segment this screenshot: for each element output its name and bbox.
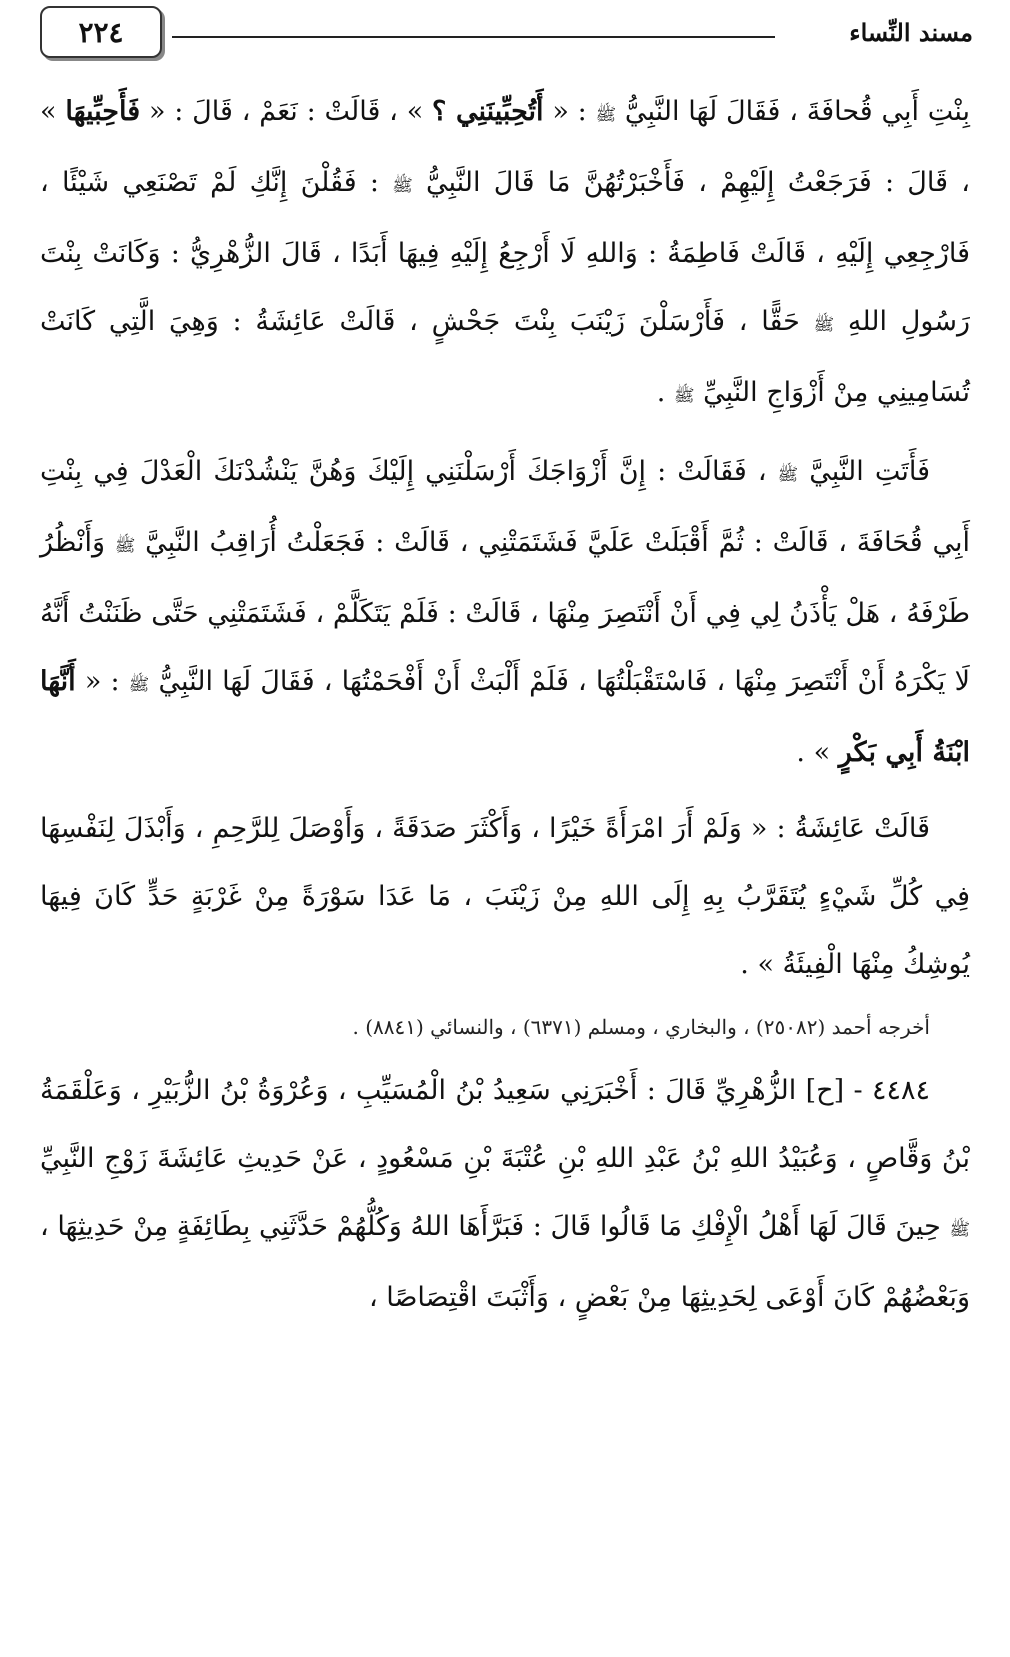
hadith-number: ٤٤٨٤ [871,1075,930,1106]
text-run: » . [796,737,839,768]
text-run: : « [75,666,129,697]
text-run: - [ح] الزُّهْرِيِّ قَالَ : أَخْبَرَنِي سَعِيدُ بْنُ الْمُسَيِّبِ ، وَعُرْوَةُ بْنُ الزُّبَيْرِ ، وَعَلْقَمَةُ بْنُ وَقَّاصٍ ، وَعُبَيْدُ اللهِ بْنُ عَبْدِ اللهِ بْنِ عُتْبَةَ بْنِ مَسْعُودٍ ، عَنْ حَدِيثِ عَائِشَةَ زَوْجِ النَّبِيِّ [40,1075,970,1174]
spacer [40,1047,970,1057]
page-header [40,6,975,58]
text-run: : « [543,96,596,127]
quoted-speech: أَنَّهَا ابْنَةُ أَبِي بَكْرٍ [40,666,970,768]
salla-honorific: ﷺ [114,536,136,556]
paragraph-3 [40,795,970,999]
running-title: مسند النِّساء [849,18,973,47]
header-rule [172,36,775,38]
text-run: حِينَ قَالَ لَهَا أَهْلُ الْإِفْكِ مَا قَالُوا قَالَ : فَبَرَّأَهَا اللهُ وَكُلُّهُمْ حَدَّثَنِي بِطَائِفَةٍ مِنْ حَدِيثِهَا ، وَبَعْضُهُمْ كَانَ أَوْعَى لِحَدِيثِهَا مِنْ بَعْضٍ ، وَأَثْبَتَ اقْتِصَاصًا ، [40,1211,970,1313]
footnote-takhrij: أخرجه أحمد (٢٥٠٨٢) ، والبخاري ، ومسلم (٦٣٧١) ، والنسائي (٨٨٤١) . [352,1015,930,1039]
text-run: وَأَنْظُرُ طَرْفَهُ ، هَلْ يَأْذَنُ لِي فِي أَنْ أَنْتَصِرَ مِنْهَا ، قَالَتْ : فَلَمْ يَتَكَلَّمْ ، فَشَتَمَتْنِي حَتَّى ظَنَنْتُ أَنَّهُ لَا يَكْرَهُ أَنْ أَنْتَصِرَ مِنْهَا ، فَاسْتَقْبَلْتُهَا ، فَلَمْ أَلْبَثْ أَنْ أَفْحَمْتُهَا ، فَقَالَ لَهَا النَّبِيُّ [40,527,970,697]
text-run: » ، قَالَ : فَرَجَعْتُ إِلَيْهِمْ ، فَأَخْبَرْتُهُنَّ مَا قَالَ النَّبِيُّ [40,96,970,198]
salla-honorific: ﷺ [128,675,150,695]
hadith-4484 [40,1057,970,1332]
page-number: ٢٢٤ [40,6,162,58]
salla-honorific: ﷺ [595,105,617,125]
quoted-speech: فَأَحِبِّيهَا [65,96,141,127]
salla-honorific: ﷺ [813,315,835,335]
salla-honorific: ﷺ [392,176,413,196]
text-run: فَأَتَتِ النَّبِيَّ [798,456,930,487]
text-run: » ، قَالَتْ : نَعَمْ ، قَالَ : « [140,96,433,127]
paragraph-2 [40,438,970,787]
paragraph-1 [40,78,970,430]
salla-honorific: ﷺ [949,1220,970,1240]
body-text [40,78,970,1332]
salla-honorific: ﷺ [777,465,799,485]
quoted-speech: أَتُحِبِّينَنِي ؟ [432,96,544,127]
text-run: . [656,377,674,408]
text-run: ، فَقَالَتْ : إِنَّ أَزْوَاجَكَ أَرْسَلْنَنِي إِلَيْكَ وَهُنَّ يَنْشُدْنَكَ الْعَدْلَ فِي بِنْتِ أَبِي قُحَافَةَ ، قَالَتْ : ثُمَّ أَقْبَلَتْ عَلَيَّ فَشَتَمَتْنِي ، قَالَتْ : فَجَعَلْتُ أُرَاقِبُ النَّبِيَّ [40,456,970,558]
text-run: حَقًّا ، فَأَرْسَلْنَ زَيْنَبَ بِنْتَ جَحْشٍ ، قَالَتْ عَائِشَةُ : وَهِيَ الَّتِي كَانَتْ تُسَامِينِي مِنْ أَزْوَاجِ النَّبِيِّ [40,306,970,408]
salla-honorific: ﷺ [673,386,695,406]
text-run: قَالَتْ عَائِشَةُ : « وَلَمْ أَرَ امْرَأَةً خَيْرًا ، وَأَكْثَرَ صَدَقَةً ، وَأَوْصَلَ لِلرَّحِمِ ، وَأَبْذَلَ لِنَفْسِهَا فِي كُلِّ شَيْءٍ يُتَقَرَّبُ بِهِ إِلَى اللهِ مِنْ زَيْنَبَ ، مَا عَدَا سَوْرَةً مِنْ غَرْبَةٍ حَدٍّ كَانَ فِيهَا يُوشِكُ مِنْهَا الْفِيئَةُ » . [40,813,970,980]
text-run: بِنْتِ أَبِي قُحافَةَ ، فَقَالَ لَهَا النَّبِيُّ [616,96,970,127]
text-run: : فَقُلْنَ إِنَّكِ لَمْ تَصْنَعِي شَيْئًا ، فَارْجِعِي إِلَيْهِ ، قَالَتْ فَاطِمَةُ : وَاللهِ لَا أَرْجِعُ إِلَيْهِ فِيهَا أَبَدًا ، قَالَ الزُّهْرِيُّ : وَكَانَتْ بِنْتَ رَسُولِ اللهِ [40,167,970,337]
